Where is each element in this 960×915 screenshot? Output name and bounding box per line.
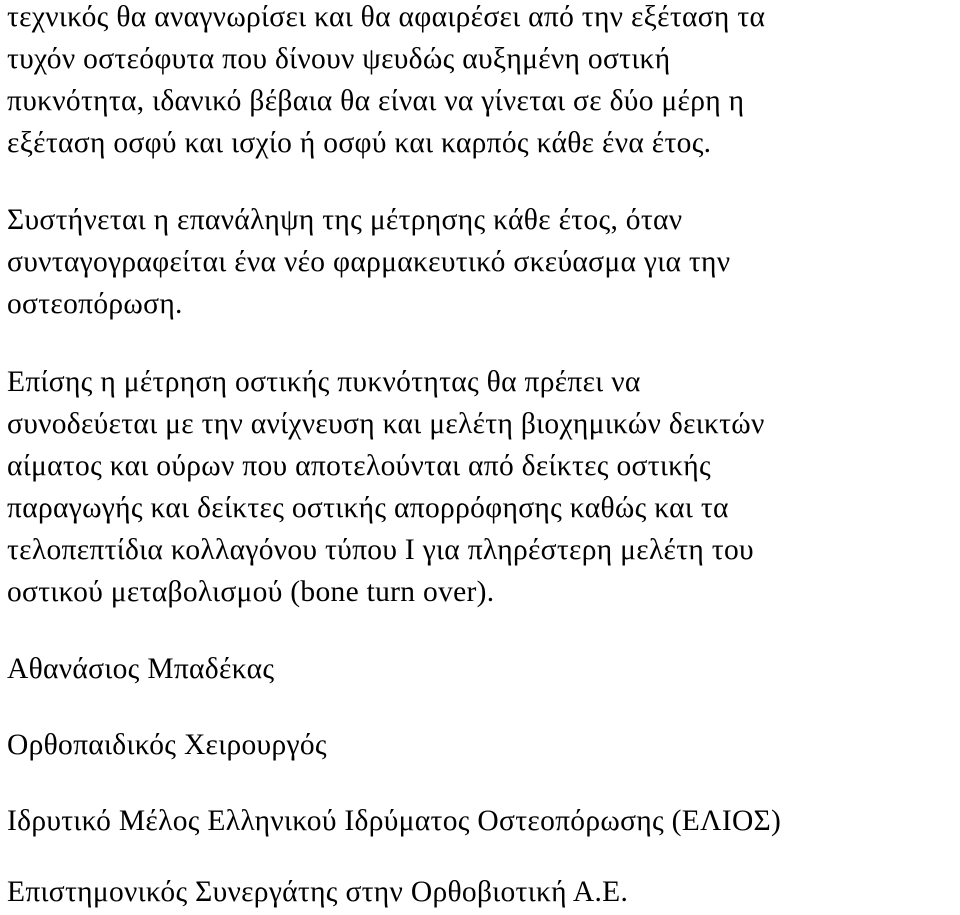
text-line: συνοδεύεται με την ανίχνευση και μελέτη βιοχημικών δεικτών (7, 408, 765, 440)
text-line: αίματος και ούρων που αποτελούνται από δείκτες οστικής (7, 450, 711, 482)
author-name: Αθανάσιος Μπαδέκας (7, 653, 275, 685)
text-line: παραγωγής και δείκτες οστικής απορρόφησης καθώς και τα (7, 492, 729, 524)
paragraph-exam-technique (7, 0, 765, 164)
text-line: Επίσης η μέτρηση οστικής πυκνότητας θα πρέπει να (7, 366, 641, 398)
text-line: οστεοπόρωση. (7, 288, 183, 320)
text-line: τελοπεπτίδια κολλαγόνου τύπου Ι για πληρέστερη μελέτη του (7, 534, 754, 566)
text-line: οστικού μεταβολισμού (bone turn over). (7, 576, 495, 608)
author-affiliation: Επιστημονικός Συνεργάτης στην Ορθοβιοτική Α.Ε. (7, 876, 629, 908)
text-line: τεχνικός θα αναγνωρίσει και θα αφαιρέσει από την εξέταση τα (7, 1, 766, 33)
text-line: συνταγογραφείται ένα νέο φαρμακευτικό σκεύασμα για την (7, 246, 731, 278)
author-membership: Ιδρυτικό Μέλος Ελληνικού Ιδρύματος Οστεοπόρωσης (ΕΛΙΟΣ) (7, 805, 782, 837)
text-line: Συστήνεται η επανάληψη της μέτρησης κάθε έτος, όταν (7, 204, 683, 236)
paragraph-repeat-measurement (7, 199, 730, 325)
paragraph-biochemical-markers (7, 361, 765, 613)
text-line: πυκνότητα, ιδανικό βέβαια θα είναι να γίνεται σε δύο μέρη η (7, 85, 745, 117)
author-title: Ορθοπαιδικός Χειρουργός (7, 729, 327, 761)
text-line: τυχόν οστεόφυτα που δίνουν ψευδώς αυξημένη οστική (7, 43, 671, 75)
text-line: εξέταση οσφύ και ισχίο ή οσφύ και καρπός κάθε ένα έτος. (7, 127, 712, 159)
